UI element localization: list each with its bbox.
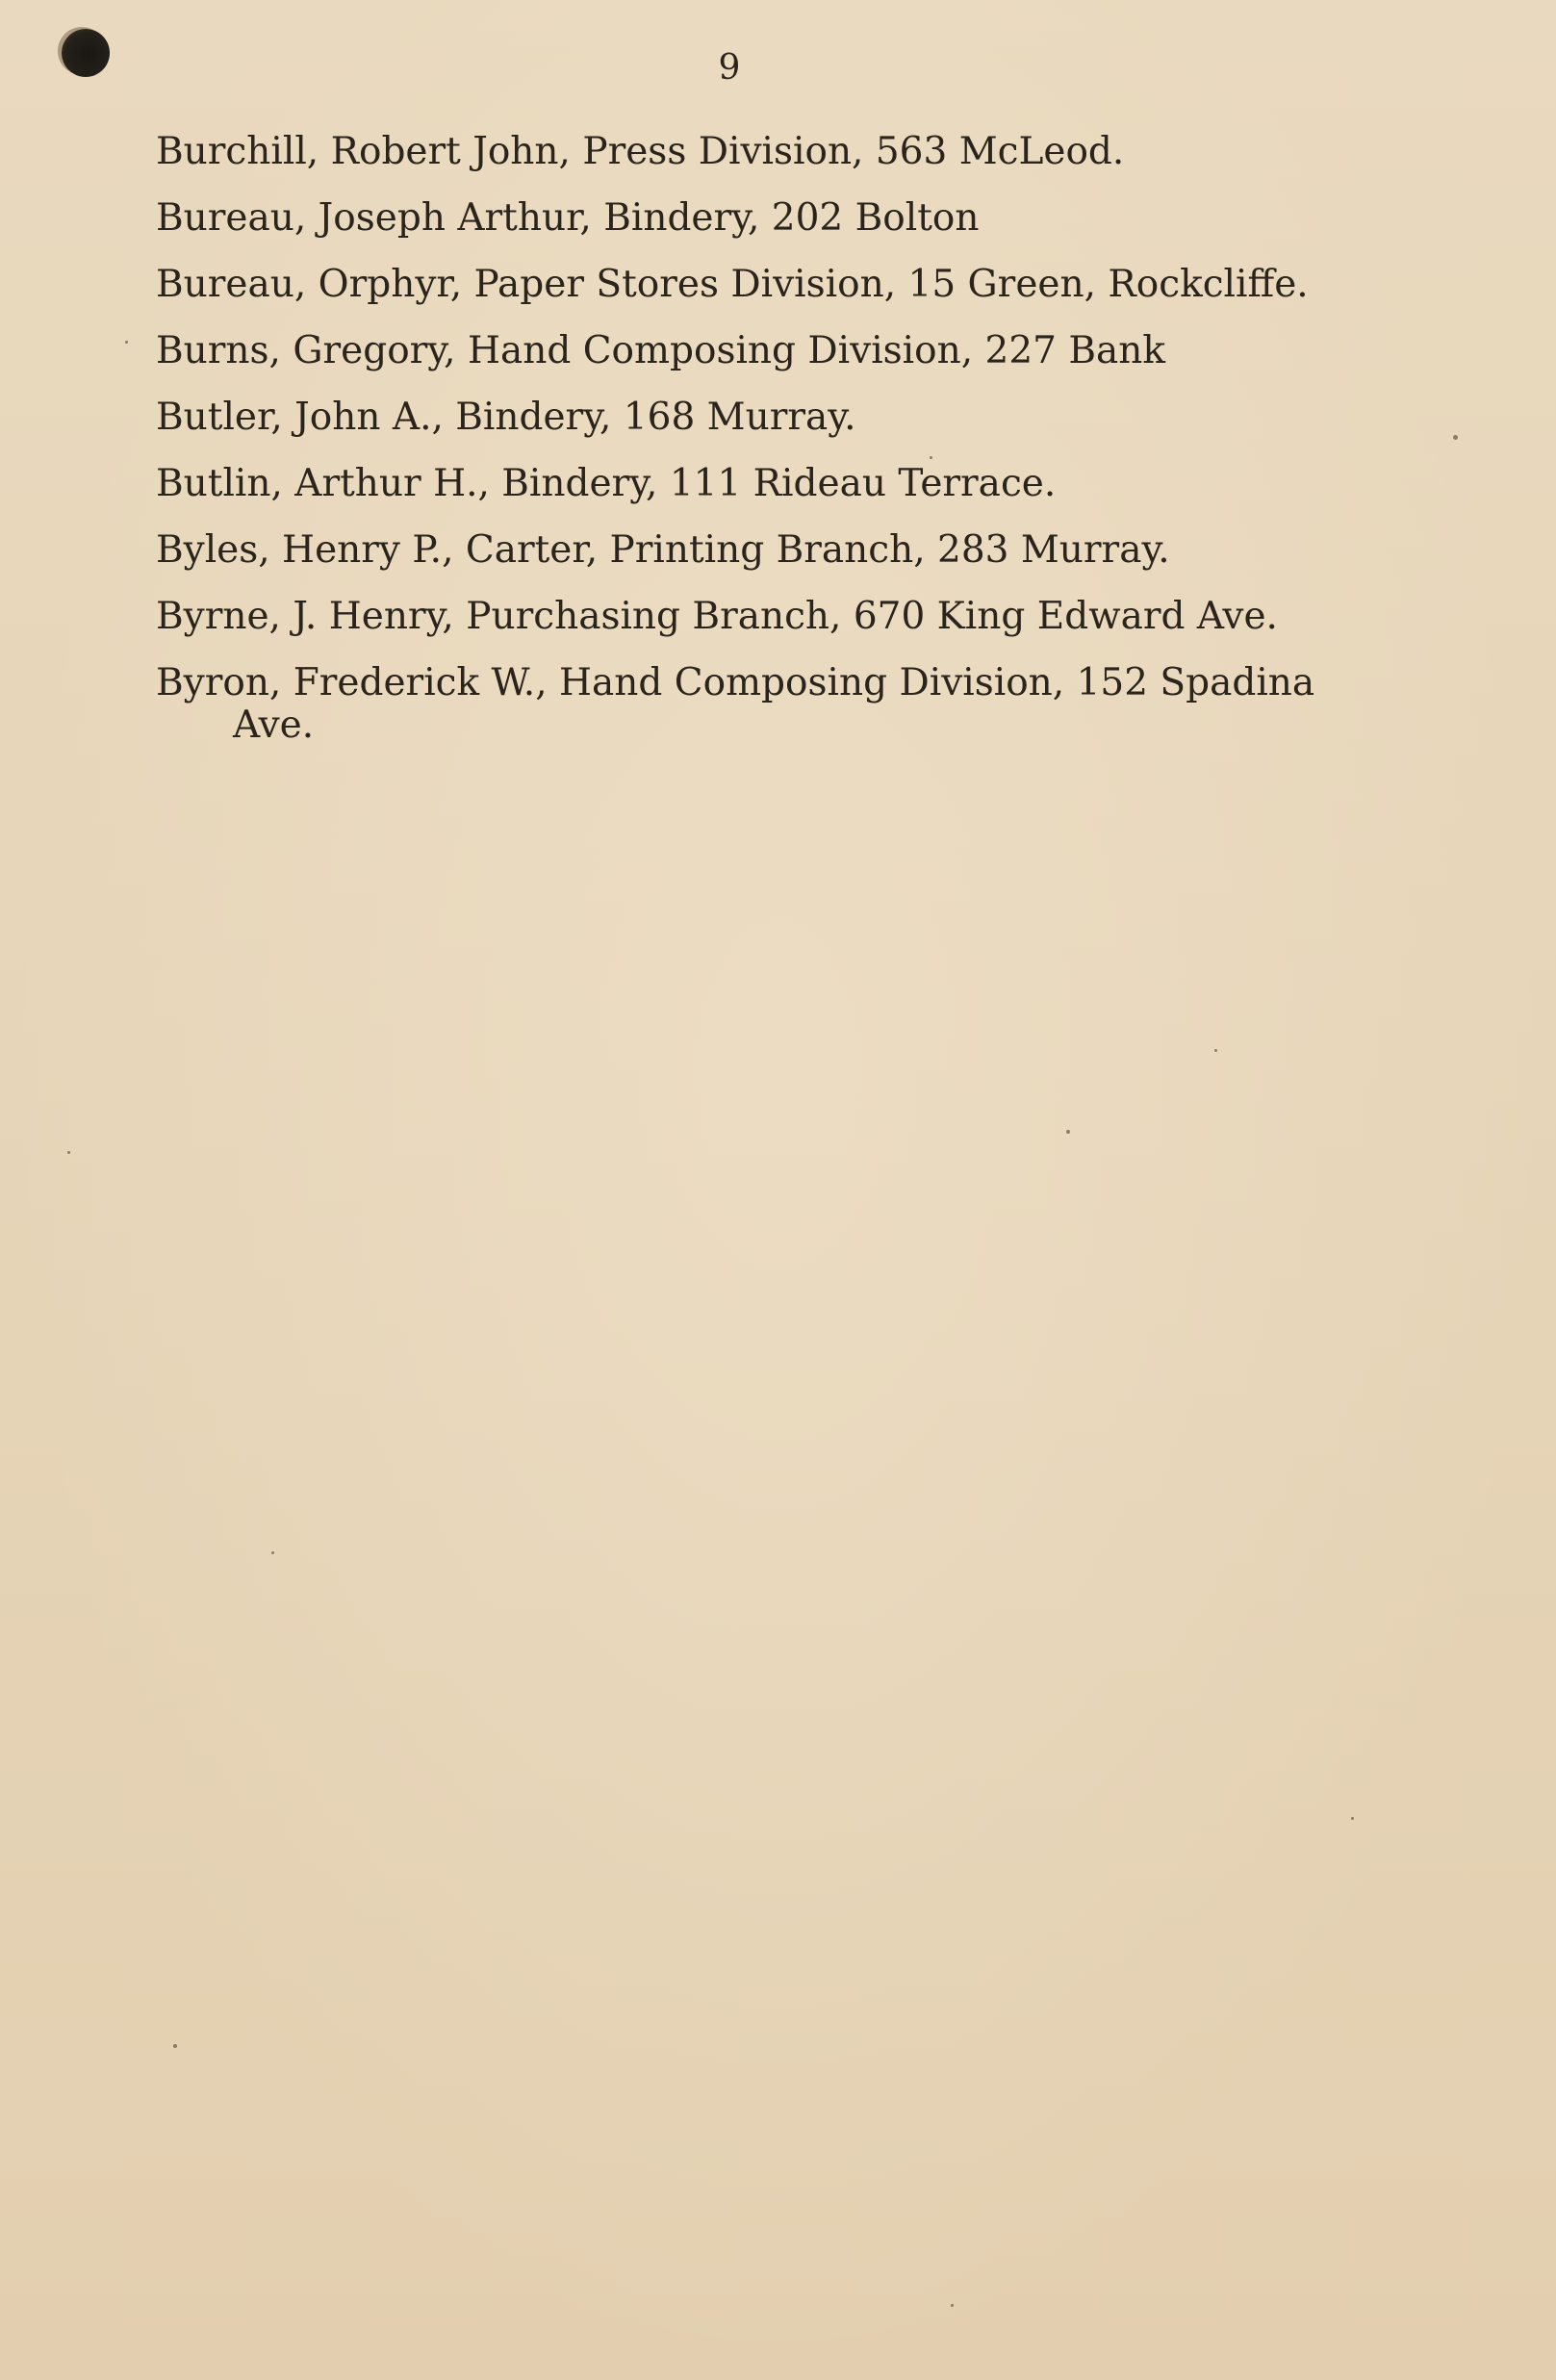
directory-list	[156, 131, 1359, 771]
paper-speck	[67, 1151, 70, 1154]
paper-speck	[271, 1551, 274, 1554]
paper-speck	[125, 341, 128, 344]
list-item: Byron, Frederick W., Hand Composing Division, 152 Spadina Ave.	[156, 661, 1315, 747]
paper-speck	[951, 2304, 954, 2307]
list-item: Burns, Gregory, Hand Composing Division, 227 Bank	[156, 329, 1166, 372]
paper-speck	[930, 456, 932, 459]
paper-speck	[1351, 1817, 1354, 1820]
paper-speck	[173, 2044, 177, 2048]
paper-speck	[1214, 1049, 1217, 1052]
paper-speck	[1066, 1130, 1070, 1134]
list-item: Burchill, Robert John, Press Division, 563 McLeod.	[156, 130, 1125, 173]
list-item: Bureau, Orphyr, Paper Stores Division, 15 Green, Rockcliffe.	[156, 263, 1309, 306]
list-item: Butler, John A., Bindery, 168 Murray.	[156, 396, 856, 439]
list-item: Bureau, Joseph Arthur, Bindery, 202 Bolton	[156, 196, 980, 240]
list-item: Byles, Henry P., Carter, Printing Branch, 283 Murray.	[156, 528, 1170, 572]
page-number: 9	[718, 48, 742, 88]
paper-speck	[1453, 435, 1458, 440]
list-item: Butlin, Arthur H., Bindery, 111 Rideau Terrace.	[156, 462, 1057, 505]
list-item: Byrne, J. Henry, Purchasing Branch, 670 King Edward Ave.	[156, 595, 1278, 638]
